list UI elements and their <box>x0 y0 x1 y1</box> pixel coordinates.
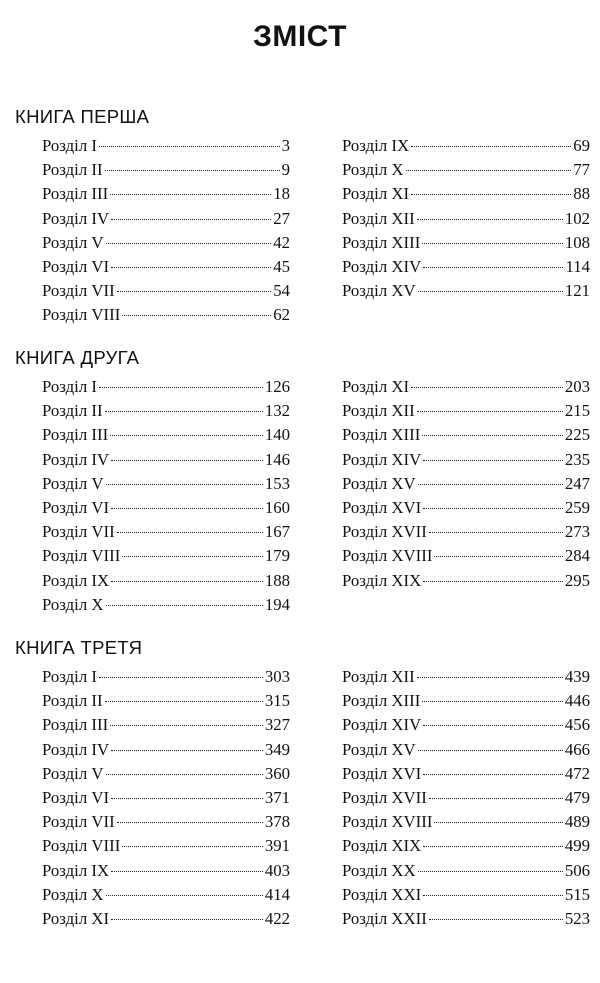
dot-leader <box>423 508 563 509</box>
chapter-label: Розділ XIX <box>342 836 422 856</box>
toc-entry <box>342 450 590 474</box>
dot-leader <box>122 315 271 316</box>
toc-entry <box>42 160 290 184</box>
chapter-label: Розділ VI <box>42 256 110 276</box>
dot-leader <box>411 387 563 388</box>
chapter-label: Розділ V <box>42 763 104 783</box>
dot-leader <box>111 219 271 220</box>
page-number: 466 <box>564 739 590 759</box>
page-number: 203 <box>564 377 590 396</box>
chapter-label: Розділ VII <box>42 281 115 301</box>
dot-leader <box>105 701 263 702</box>
toc-entry <box>342 233 590 257</box>
toc-entry <box>42 740 290 764</box>
chapter-label: Розділ V <box>42 473 104 493</box>
chapter-label: Розділ ІІ <box>42 160 103 180</box>
dot-leader <box>411 194 571 195</box>
toc-entry <box>342 281 590 305</box>
toc-entry <box>342 498 590 522</box>
toc-entry <box>342 740 590 764</box>
dot-leader <box>422 243 563 244</box>
page-number: 126 <box>264 377 290 396</box>
page-number: 132 <box>264 401 290 421</box>
chapter-label: Розділ XIX <box>342 570 422 590</box>
toc-entry <box>342 522 590 546</box>
dot-leader <box>110 435 263 436</box>
chapter-label: Розділ XIV <box>342 449 422 469</box>
chapter-label: Розділ XV <box>342 281 416 301</box>
dot-leader <box>111 460 263 461</box>
chapter-label: Розділ ІІ <box>42 401 103 421</box>
page-number: 42 <box>273 232 290 252</box>
dot-leader <box>111 508 263 509</box>
dot-leader <box>111 798 263 799</box>
toc-entry <box>342 788 590 812</box>
chapter-label: Розділ XIII <box>342 232 421 252</box>
dot-leader <box>422 435 563 436</box>
page-number: 247 <box>564 473 590 493</box>
page-number: 446 <box>564 691 590 711</box>
toc-entry <box>342 715 590 739</box>
dot-leader <box>418 484 563 485</box>
page-number: 225 <box>564 425 590 445</box>
page-number: 27 <box>273 208 290 228</box>
chapter-label: Розділ ІІІ <box>42 715 109 735</box>
page-number: 403 <box>264 860 290 880</box>
chapter-label: Розділ XV <box>342 473 416 493</box>
toc-entry <box>42 861 290 885</box>
page-number: 472 <box>564 763 590 783</box>
dot-leader <box>110 725 263 726</box>
dot-leader <box>122 846 263 847</box>
chapter-label: Розділ IX <box>342 136 410 155</box>
chapter-label: Розділ XII <box>342 208 415 228</box>
toc-entry <box>342 764 590 788</box>
toc-entry <box>42 812 290 836</box>
chapter-label: Розділ X <box>42 884 104 904</box>
dot-leader <box>434 822 562 823</box>
toc-entry <box>342 377 590 401</box>
page-number: 194 <box>264 594 290 614</box>
toc-entry <box>342 571 590 595</box>
toc-entry <box>42 233 290 257</box>
chapter-label: Розділ XXII <box>342 908 427 928</box>
chapter-label: Розділ XXI <box>342 884 422 904</box>
chapter-label: Розділ XX <box>342 860 416 880</box>
toc-entry <box>42 715 290 739</box>
toc-entry <box>342 401 590 425</box>
page-number: 215 <box>564 401 590 421</box>
page-number: 295 <box>564 570 590 590</box>
dot-leader <box>429 798 563 799</box>
toc-entry <box>342 812 590 836</box>
dot-leader <box>105 411 263 412</box>
chapter-label: Розділ І <box>42 377 97 396</box>
page-number: 439 <box>564 667 590 686</box>
page-number: 349 <box>264 739 290 759</box>
chapter-label: Розділ І <box>42 136 97 155</box>
toc-entry <box>42 595 290 619</box>
chapter-label: Розділ І <box>42 667 97 686</box>
chapter-label: Розділ XIII <box>342 425 421 445</box>
toc-entry <box>342 160 590 184</box>
page-number: 303 <box>264 667 290 686</box>
page-number: 515 <box>564 884 590 904</box>
toc-entry <box>42 836 290 860</box>
page-number: 160 <box>264 497 290 517</box>
dot-leader <box>423 774 563 775</box>
toc-entry <box>42 546 290 570</box>
dot-leader <box>106 605 263 606</box>
page-number: 62 <box>273 305 290 325</box>
page-number: 167 <box>264 522 290 542</box>
page-number: 45 <box>273 256 290 276</box>
page-number: 273 <box>564 522 590 542</box>
toc-entry <box>342 184 590 208</box>
toc-entry <box>42 571 290 595</box>
page-number: 235 <box>564 449 590 469</box>
chapter-label: Розділ X <box>342 160 404 180</box>
toc-entry <box>42 257 290 281</box>
toc-entry <box>42 184 290 208</box>
page-number: 378 <box>264 812 290 832</box>
page-number: 489 <box>564 812 590 832</box>
chapter-label: Розділ XI <box>342 377 410 396</box>
chapter-label: Розділ XIII <box>342 691 421 711</box>
toc-column-right <box>342 136 590 305</box>
chapter-label: Розділ V <box>42 232 104 252</box>
chapter-label: Розділ VI <box>42 787 110 807</box>
dot-leader <box>111 267 271 268</box>
toc-entry <box>342 861 590 885</box>
chapter-label: Розділ VII <box>42 522 115 542</box>
chapter-label: Розділ XI <box>342 184 410 204</box>
page-number: 179 <box>264 546 290 566</box>
dot-leader <box>111 919 263 920</box>
toc-entry <box>42 498 290 522</box>
chapter-label: Розділ VII <box>42 812 115 832</box>
page-number: 259 <box>564 497 590 517</box>
toc-entry <box>342 257 590 281</box>
page-number: 77 <box>573 160 590 180</box>
chapter-label: Розділ IX <box>42 860 110 880</box>
toc-entry <box>42 522 290 546</box>
page-number: 102 <box>564 208 590 228</box>
toc-entry <box>42 885 290 909</box>
chapter-label: Розділ XIV <box>342 256 422 276</box>
page-number: 371 <box>264 787 290 807</box>
toc-entry <box>42 281 290 305</box>
chapter-label: Розділ VI <box>42 497 110 517</box>
toc-entry <box>42 136 290 160</box>
page-number: 360 <box>264 763 290 783</box>
chapter-label: Розділ XVI <box>342 497 422 517</box>
chapter-label: Розділ XVI <box>342 763 422 783</box>
toc-column-right <box>342 667 590 933</box>
toc-entry <box>342 667 590 691</box>
chapter-label: Розділ XIV <box>342 715 422 735</box>
chapter-label: Розділ ІІІ <box>42 425 109 445</box>
page-number: 153 <box>264 473 290 493</box>
toc-entry <box>42 667 290 691</box>
page-number: 69 <box>573 136 590 155</box>
dot-leader <box>105 170 280 171</box>
dot-leader <box>99 146 280 147</box>
dot-leader <box>99 677 263 678</box>
dot-leader <box>122 556 263 557</box>
dot-leader <box>117 291 272 292</box>
dot-leader <box>429 919 563 920</box>
page-number: 391 <box>264 836 290 856</box>
chapter-label: Розділ XVII <box>342 522 427 542</box>
page-number: 188 <box>264 570 290 590</box>
chapter-label: Розділ X <box>42 594 104 614</box>
page-number: 414 <box>264 884 290 904</box>
chapter-label: Розділ XV <box>342 739 416 759</box>
toc-entry <box>42 425 290 449</box>
page-number: 284 <box>564 546 590 566</box>
chapter-label: Розділ IV <box>42 739 110 759</box>
chapter-label: Розділ XVIII <box>342 546 433 566</box>
dot-leader <box>111 750 263 751</box>
toc-entry <box>42 691 290 715</box>
toc-entry <box>42 788 290 812</box>
page-number: 140 <box>264 425 290 445</box>
toc-column-left <box>42 136 290 330</box>
dot-leader <box>106 484 263 485</box>
page-title: ЗМІСТ <box>253 20 347 53</box>
dot-leader <box>99 387 263 388</box>
chapter-label: Розділ VIII <box>42 836 121 856</box>
chapter-label: Розділ IV <box>42 208 110 228</box>
dot-leader <box>110 194 271 195</box>
toc-column-left <box>42 377 290 619</box>
dot-leader <box>417 677 563 678</box>
chapter-label: Розділ ІІІ <box>42 184 109 204</box>
dot-leader <box>417 219 563 220</box>
dot-leader <box>434 556 562 557</box>
toc-entry <box>42 401 290 425</box>
page-number: 108 <box>564 232 590 252</box>
page-number: 121 <box>564 281 590 301</box>
dot-leader <box>117 822 263 823</box>
toc-entry <box>42 474 290 498</box>
book-heading: КНИГА ТРЕТЯ <box>15 637 143 658</box>
page-number: 523 <box>564 908 590 928</box>
dot-leader <box>423 460 563 461</box>
chapter-label: Розділ IX <box>42 570 110 590</box>
dot-leader <box>111 581 263 582</box>
dot-leader <box>422 701 563 702</box>
toc-entry <box>42 764 290 788</box>
page-number: 327 <box>264 715 290 735</box>
chapter-label: Розділ IV <box>42 449 110 469</box>
page-number: 499 <box>564 836 590 856</box>
page-number: 54 <box>273 281 290 301</box>
dot-leader <box>106 243 272 244</box>
page-number: 9 <box>281 160 290 180</box>
dot-leader <box>411 146 571 147</box>
toc-entry <box>342 885 590 909</box>
book-heading: КНИГА ПЕРША <box>15 106 150 127</box>
page-number: 422 <box>264 908 290 928</box>
toc-entry <box>342 691 590 715</box>
page-number: 315 <box>264 691 290 711</box>
page-number: 88 <box>573 184 590 204</box>
toc-entry <box>342 209 590 233</box>
page-number: 506 <box>564 860 590 880</box>
toc-column-left <box>42 667 290 933</box>
dot-leader <box>111 871 263 872</box>
dot-leader <box>106 895 263 896</box>
book-heading: КНИГА ДРУГА <box>15 347 140 368</box>
dot-leader <box>418 871 563 872</box>
dot-leader <box>423 581 563 582</box>
dot-leader <box>406 170 572 171</box>
dot-leader <box>417 411 563 412</box>
chapter-label: Розділ VIII <box>42 305 121 325</box>
toc-entry <box>42 909 290 933</box>
toc-entry <box>342 425 590 449</box>
page-number: 146 <box>264 449 290 469</box>
toc-entry <box>42 209 290 233</box>
page-number: 114 <box>565 256 590 276</box>
dot-leader <box>423 895 563 896</box>
chapter-label: Розділ VIII <box>42 546 121 566</box>
page-number: 456 <box>564 715 590 735</box>
chapter-label: Розділ XII <box>342 401 415 421</box>
dot-leader <box>423 267 563 268</box>
toc-entry <box>342 909 590 933</box>
toc-entry <box>342 474 590 498</box>
dot-leader <box>423 725 563 726</box>
dot-leader <box>418 291 563 292</box>
dot-leader <box>106 774 263 775</box>
toc-entry <box>342 136 590 160</box>
chapter-label: Розділ XII <box>342 667 415 686</box>
page-number: 479 <box>564 787 590 807</box>
toc-entry <box>42 305 290 329</box>
dot-leader <box>423 846 563 847</box>
toc-entry <box>42 450 290 474</box>
page-number: 3 <box>281 136 290 155</box>
toc-entry <box>342 836 590 860</box>
toc-entry <box>342 546 590 570</box>
page-number: 18 <box>273 184 290 204</box>
chapter-label: Розділ XI <box>42 908 110 928</box>
dot-leader <box>418 750 563 751</box>
dot-leader <box>429 532 563 533</box>
dot-leader <box>117 532 263 533</box>
chapter-label: Розділ XVII <box>342 787 427 807</box>
chapter-label: Розділ ІІ <box>42 691 103 711</box>
toc-column-right <box>342 377 590 595</box>
toc-entry <box>42 377 290 401</box>
chapter-label: Розділ XVIII <box>342 812 433 832</box>
